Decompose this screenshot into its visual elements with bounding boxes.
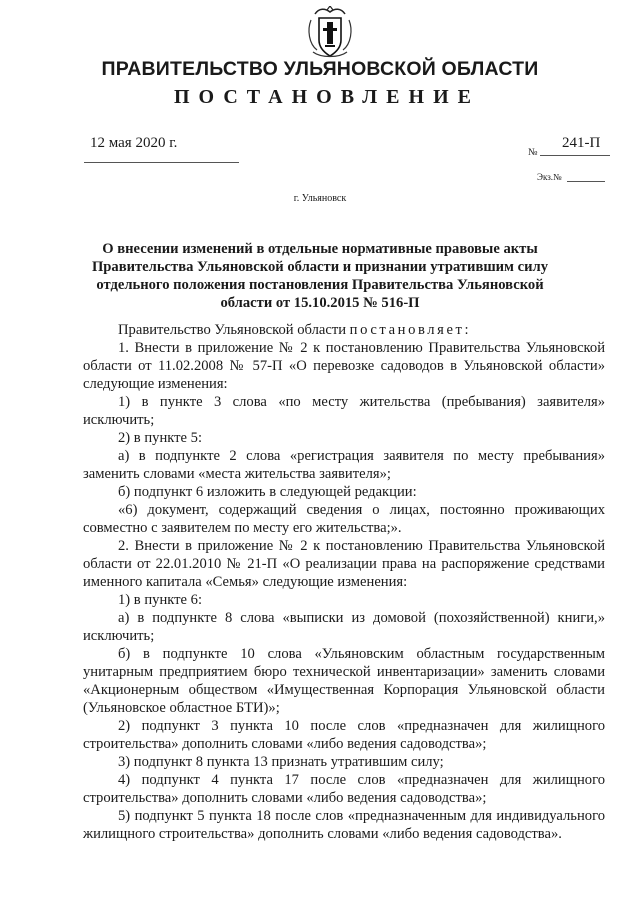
number-label: № xyxy=(528,147,538,158)
paragraph: б) в подпункте 10 слова «Ульяновским областным государственным унитарным предприятием бюро технической инвентаризации» заменить словами «Акционерным обществом «Имущественная Корпорация Ульяновской области (Ульяновское областное БТИ)»; xyxy=(83,646,605,716)
intro-resolves: постановляет: xyxy=(349,322,472,338)
paragraph: 3) подпункт 8 пункта 13 признать утратившим силу; xyxy=(118,754,444,770)
paragraph: 1. Внести в приложение № 2 к постановлению Правительства Ульяновской области от 11.02.2008 № 57-П «О перевозке садоводов в Ульяновской области» следующие изменения: xyxy=(83,340,605,392)
paragraph: б) подпункт 6 изложить в следующей редакции: xyxy=(118,484,417,500)
paragraph: 2) подпункт 3 пункта 10 после слов «предназначен для жилищного строительства» дополнить словами «либо ведения садоводства»; xyxy=(83,718,605,752)
intro-lead: Правительство Ульяновской области xyxy=(118,322,350,338)
document-heading: О внесении изменений в отдельные нормативные правовые акты Правительства Ульяновской области и признании утратившим силу отдельного положения постановления Правительства Ульяновской области от 15.10.2015 № 516-П xyxy=(91,241,549,311)
coat-of-arms-icon xyxy=(305,6,355,60)
paragraph: 2) в пункте 5: xyxy=(118,430,203,446)
paragraph: а) в подпункте 2 слова «регистрация заявителя по месту пребывания» заменить словами «места жительства заявителя»; xyxy=(83,448,605,482)
city: г. Ульяновск xyxy=(293,193,347,204)
paragraph: 5) подпункт 5 пункта 18 после слов «предназначенным для индивидуального жилищного строительства» дополнить словами «либо ведения садоводства». xyxy=(83,808,605,842)
number-underline xyxy=(540,155,610,156)
copy-number-label: Экз.№ xyxy=(537,172,562,182)
document-body xyxy=(83,321,605,843)
paragraph: 2. Внести в приложение № 2 к постановлению Правительства Ульяновской области от 22.01.2010 № 21-П «О реализации права на распоряжение средствами именного капитала «Семья» следующие изменения: xyxy=(83,538,605,590)
copy-number-underline xyxy=(567,181,605,182)
date-underline xyxy=(84,162,239,163)
document-number: 241-П xyxy=(562,135,601,151)
paragraph: 4) подпункт 4 пункта 17 после слов «предназначен для жилищного строительства» дополнить словами «либо ведения садоводства»; xyxy=(83,772,605,806)
paragraph: а) в подпункте 8 слова «выписки из домовой (похозяйственной) книги,» исключить; xyxy=(83,610,605,644)
intro-paragraph xyxy=(83,321,605,339)
paragraph: 1) в пункте 3 слова «по месту жительства (пребывания) заявителя» исключить; xyxy=(83,394,605,428)
paragraph: 1) в пункте 6: xyxy=(118,592,203,608)
document-type: ПОСТАНОВЛЕНИЕ xyxy=(174,86,480,108)
paragraph: «6) документ, содержащий сведения о лицах, постоянно проживающих совместно с заявителем по месту его жительства;». xyxy=(83,502,605,536)
document-date: 12 мая 2020 г. xyxy=(90,135,178,151)
government-name: ПРАВИТЕЛЬСТВО УЛЬЯНОВСКОЙ ОБЛАСТИ xyxy=(101,58,539,80)
